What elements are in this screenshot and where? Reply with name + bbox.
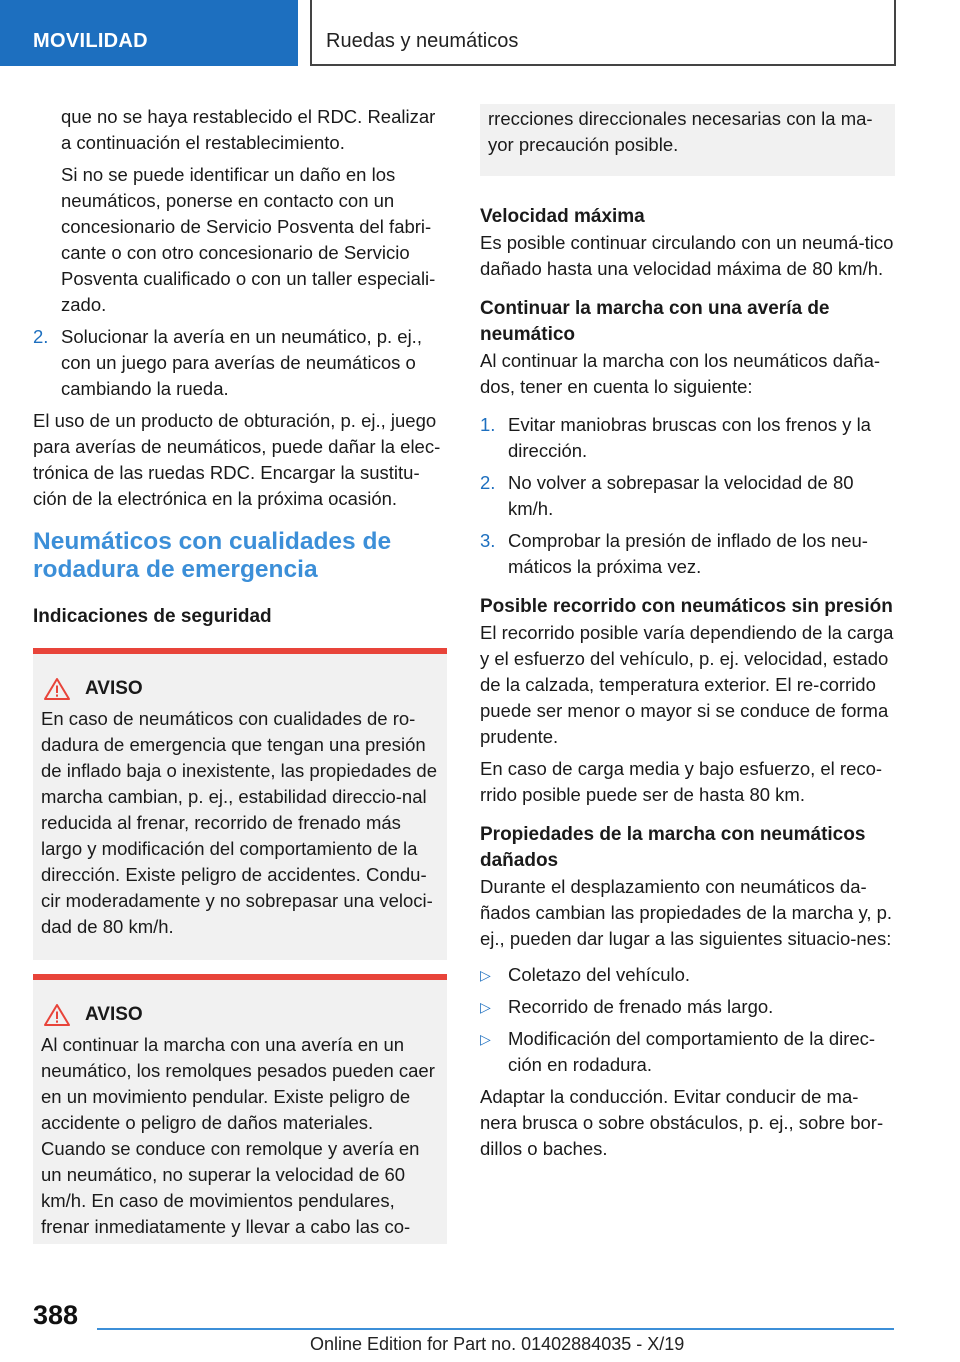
section-tab [0,0,298,66]
bullet-text: Modificación del comportamiento de la direc-ción en rodadura. [508,1028,876,1075]
paragraph-range-distance: En caso de carga media y bajo esfuerzo, el reco-rrido posible puede ser de hasta 80 km. [480,758,883,805]
step-text: Evitar maniobras bruscas con los frenos y la dirección. [508,414,871,461]
list-item [480,412,895,464]
chapter-tab [310,0,896,66]
list-item [480,470,895,522]
chapter-label: Ruedas y neumáticos [326,30,519,52]
sealant-paragraph: El uso de un producto de obturación, p. ej., juego para averías de neumáticos, puede dañar la elec-trónica de las ruedas RDC. Encargar la sustitu-ción de la electrónica en la próxima ocasión. [33,410,441,509]
paragraph-driving-properties: Durante el desplazamiento con neumáticos da-ñados cambian las propiedades de la marcha y, p. ej., pueden dar lugar a las siguientes situacio-nes: [480,876,893,949]
step-text: Comprobar la presión de inflado de los neu-máticos la próxima vez. [508,530,868,577]
list-item [480,1026,895,1078]
triangle-bullet-icon: ▷ [480,1031,491,1047]
footer-divider [97,1328,894,1330]
paragraph-adapt-driving: Adaptar la conducción. Evitar conducir de ma-nera brusca o sobre obstáculos, p. ej., sobre bor-dillos o baches. [480,1086,884,1159]
warning-title: AVISO [85,678,143,699]
page-number: 388 [33,1300,79,1330]
right-column [480,104,895,1162]
bullet-text: Coletazo del vehículo. [508,964,691,985]
warning-triangle-icon [43,1003,71,1027]
warning-box-2-continued [480,104,895,176]
warning-header [41,676,439,702]
warning-box-1 [33,648,447,960]
bullet-text: Recorrido de frenado más largo. [508,996,774,1017]
warning-title: AVISO [85,1004,143,1025]
left-column [33,104,447,1244]
step-number: 1. [480,414,496,435]
step-text: No volver a sobrepasar la velocidad de 80 km/h. [508,472,854,519]
warning-text: En caso de neumáticos con cualidades de ro-dadura de emergencia que tengan una presión de inflado baja o inexistente, las propiedades de marcha cambian, p. ej., estabilidad direccio-nal reducida al frenar, recorrido de frenado más largo y modificación del comportamiento de la dirección. Existe peligro de accidentes. Condu-cir moderadamente y no sobrepasar una veloci-dad de 80 km/h. [41,708,437,937]
step-number: 2. [480,472,496,493]
warning-header [41,1002,439,1028]
paragraph-continue-driving: Al continuar la marcha con los neumáticos daña-dos, tener en cuenta lo siguiente: [480,350,881,397]
list-item-step-2 [33,324,447,402]
triangle-bullet-icon: ▷ [480,967,491,983]
edition-text: Online Edition for Part no. 01402884035 - X/19 [310,1334,685,1354]
section-title: Neumáticos con cualidades de rodadura de emergencia [33,528,392,583]
heading-driving-properties: Propiedades de la marcha con neumáticos dañados [480,824,866,871]
step-text: Solucionar la avería en un neumático, p. ej., con un juego para averías de neumáticos o cambiando la rueda. [61,326,422,399]
step-number: 2. [33,326,49,347]
warning-box-2 [33,974,447,1244]
warning-triangle-icon [43,677,71,701]
heading-continue-driving: Continuar la marcha con una avería de neumático [480,298,830,345]
warning-text-continued: rrecciones direccionales necesarias con la ma-yor precaución posible. [488,108,873,155]
continued-step-text: que no se haya restablecido el RDC. Realizar a continuación el restablecimiento. [61,106,436,153]
triangle-bullet-icon: ▷ [480,999,491,1015]
step-number: 3. [480,530,496,551]
safety-heading: Indicaciones de seguridad [33,606,272,627]
section-label: MOVILIDAD [33,30,148,52]
heading-max-speed: Velocidad máxima [480,206,645,227]
list-item [480,528,895,580]
heading-range: Posible recorrido con neumáticos sin presión [480,596,893,617]
list-item [480,994,895,1020]
paragraph-max-speed: Es posible continuar circulando con un neumá-tico dañado hasta una velocidad máxima de 80 km/h. [480,232,894,279]
paragraph-range: El recorrido posible varía dependiendo de la carga y el esfuerzo del vehículo, p. ej. velocidad, estado de la calzada, temperatura exterior. El re-corrido puede ser menor o mayor si se conduce de forma prudente. [480,622,894,747]
page-footer [0,1290,960,1362]
page-header [0,0,960,66]
continued-step-note: Si no se puede identificar un daño en los neumáticos, ponerse en contacto con un concesionario de Servicio Posventa del fabri-cante o con otro concesionario de Servicio Posventa cualificado o con un taller especiali-zado. [61,164,436,315]
warning-text: Al continuar la marcha con una avería en un neumático, los remolques pesados pueden caer en un movimiento pendular. Existe peligro de accidente o peligro de daños materiales. Cuando se conduce con remolque y avería en un neumático, no superar la velocidad de 60 km/h. En caso de movimientos pendulares, frenar inmediatamente y llevar a cabo las co- [41,1034,435,1237]
list-item [480,962,895,988]
